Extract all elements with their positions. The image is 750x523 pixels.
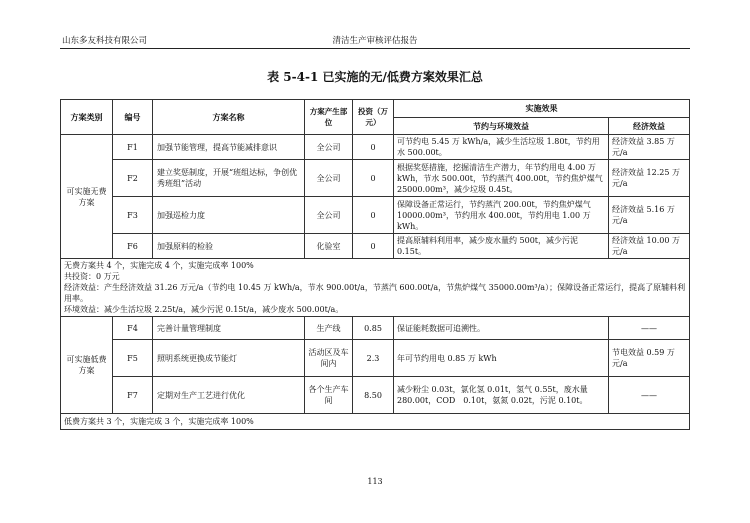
page-number: 113 [367, 477, 383, 486]
table-row [61, 317, 690, 340]
measures-table [60, 99, 690, 430]
summary-line: 经济效益：产生经济效益 31.26 万元/a（节约电 10.45 万 kWh/a，节水 900.00t/a，节蒸汽 600.00t/a，节焦炉煤气 35000.00m³/a）；保障设备正常运行，提高了原辅料利用率。 [64, 283, 686, 303]
table-row [61, 340, 690, 377]
row-name: 定期对生产工艺进行优化 [153, 377, 305, 414]
row-invest: 0 [353, 135, 394, 160]
summary-line: 共投资：0 万元 [64, 272, 120, 281]
row-econ: 经济效益 12.25 万元/a [609, 160, 690, 197]
category-no-cost: 可实施无费方案 [61, 135, 113, 259]
row-id: F5 [113, 340, 153, 377]
summary-row [61, 259, 690, 317]
row-env: 减少粉尘 0.03t，氯化氢 0.01t，氢气 0.55t，废水量 280.00t，COD 0.10t，氨氮 0.02t，污泥 0.10t。 [394, 377, 609, 414]
row-dept: 活动区及车间内 [305, 340, 353, 377]
col-invest: 投资（万元） [353, 100, 394, 135]
row-env: 提高原辅料利用率，减少废水量约 500t，减少污泥 0.15t。 [394, 234, 609, 259]
row-env: 根据奖惩措施，挖掘清洁生产潜力，年节约用电 4.00 万 kWh，节水 500.00t，节约蒸汽 400.00t，节约焦炉煤气 25000.00m³，减少垃圾 0.45t。 [394, 160, 609, 197]
row-dept: 全公司 [305, 160, 353, 197]
row-econ: —— [609, 377, 690, 414]
row-invest: 0 [353, 234, 394, 259]
col-id: 编号 [113, 100, 153, 135]
row-invest: 0.85 [353, 317, 394, 340]
col-effect: 实施效果 [394, 100, 690, 118]
summary-row [61, 414, 690, 430]
row-name: 建立奖惩制度，开展“班组达标，争创优秀班组”活动 [153, 160, 305, 197]
row-id: F7 [113, 377, 153, 414]
row-econ: 经济效益 10.00 万元/a [609, 234, 690, 259]
row-id: F2 [113, 160, 153, 197]
col-econ: 经济效益 [609, 118, 690, 135]
table-row [61, 135, 690, 160]
col-dept: 方案产生部位 [305, 100, 353, 135]
row-invest: 2.3 [353, 340, 394, 377]
page-header [60, 30, 690, 49]
row-dept: 全公司 [305, 135, 353, 160]
row-dept: 化验室 [305, 234, 353, 259]
report-title: 清洁生产审核评估报告 [332, 36, 418, 46]
col-category: 方案类别 [61, 100, 113, 135]
summary-line: 无费方案共 4 个，实施完成 4 个，实施完成率 100% [64, 261, 254, 270]
row-name: 加强原料的检验 [153, 234, 305, 259]
summary-line: 环境效益：减少生活垃圾 2.25t/a，减少污泥 0.15t/a，减少废水 500.00t/a。 [64, 305, 344, 314]
low-cost-summary: 低费方案共 3 个，实施完成 3 个，实施完成率 100% [61, 414, 690, 430]
header-row [61, 100, 690, 118]
row-env: 年可节约用电 0.85 万 kWh [394, 340, 609, 377]
row-econ: 经济效益 5.16 万元/a [609, 197, 690, 234]
row-invest: 0 [353, 160, 394, 197]
row-name: 加强巡检力度 [153, 197, 305, 234]
row-id: F1 [113, 135, 153, 160]
row-name: 完善计量管理制度 [153, 317, 305, 340]
row-id: F3 [113, 197, 153, 234]
row-env: 可节约电 5.45 万 kWh/a，减少生活垃圾 1.80t，节约用水 500.00t。 [394, 135, 609, 160]
row-dept: 各个生产车间 [305, 377, 353, 414]
company-name: 山东多友科技有限公司 [62, 36, 148, 46]
no-cost-summary [61, 259, 690, 317]
row-id: F6 [113, 234, 153, 259]
row-name: 加强节能管理，提高节能减排意识 [153, 135, 305, 160]
table-row [61, 160, 690, 197]
row-id: F4 [113, 317, 153, 340]
table-row [61, 377, 690, 414]
row-invest: 8.50 [353, 377, 394, 414]
row-dept: 全公司 [305, 197, 353, 234]
category-low-cost: 可实施低费方案 [61, 317, 113, 414]
table-title: 表 5-4-1 已实施的无/低费方案效果汇总 [267, 70, 483, 84]
row-invest: 0 [353, 197, 394, 234]
row-dept: 生产线 [305, 317, 353, 340]
table-row [61, 197, 690, 234]
row-econ: —— [609, 317, 690, 340]
col-env: 节约与环境效益 [394, 118, 609, 135]
row-econ: 节电效益 0.59 万元/a [609, 340, 690, 377]
table-row [61, 234, 690, 259]
row-env: 保证能耗数据可追溯性。 [394, 317, 609, 340]
row-env: 保障设备正常运行，节约蒸汽 200.00t，节约焦炉煤气 10000.00m³，节约用水 400.00t，节约用电 1.00 万 kWh。 [394, 197, 609, 234]
col-name: 方案名称 [153, 100, 305, 135]
row-name: 照明系统更换成节能灯 [153, 340, 305, 377]
row-econ: 经济效益 3.85 万元/a [609, 135, 690, 160]
